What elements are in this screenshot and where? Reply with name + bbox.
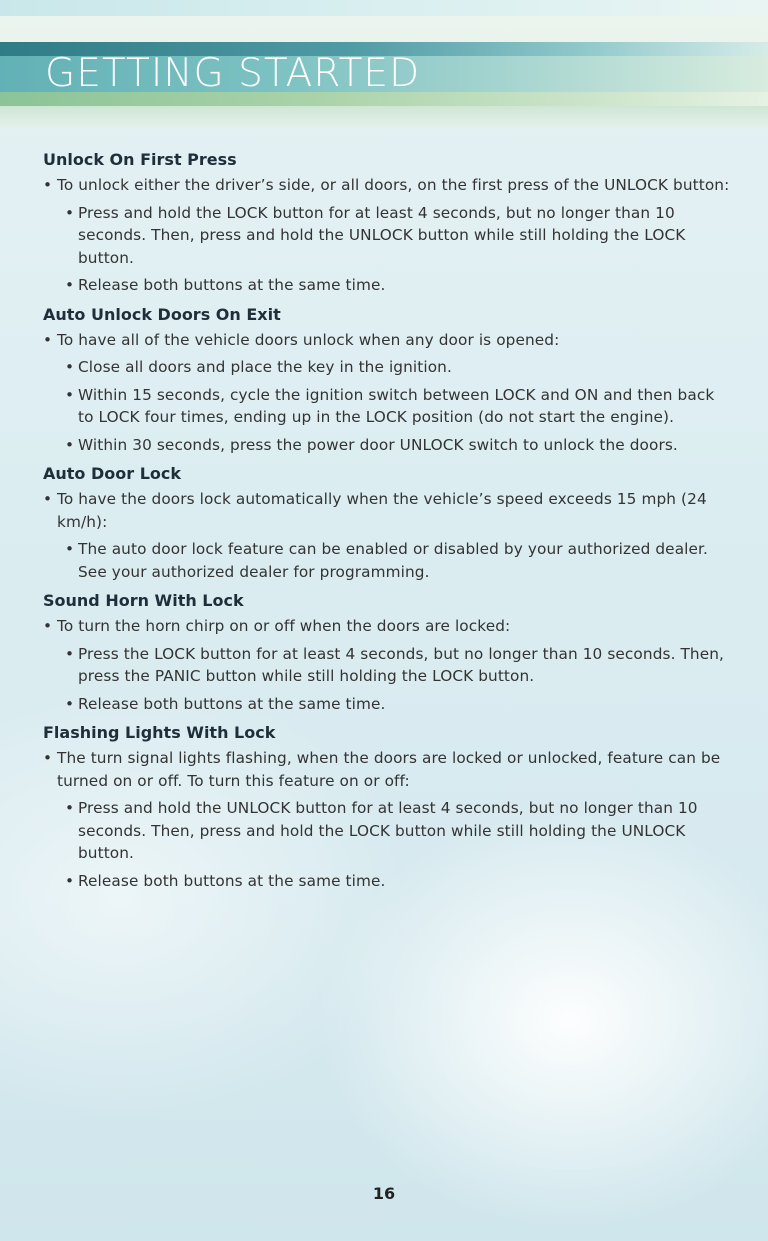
- bullet-icon: •: [43, 176, 53, 194]
- item-text: Press and hold the LOCK button for at least 4 seconds, but no longer than 10 seconds. Then, press and hold the UNLOCK button while still holding the LOCK button.: [78, 203, 686, 267]
- item-text: Within 30 seconds, press the power door UNLOCK switch to unlock the doors.: [78, 435, 678, 454]
- section-heading: Flashing Lights With Lock: [43, 723, 276, 742]
- item-text: To have the doors lock automatically when the vehicle’s speed exceeds 15 mph (24 km/h):: [57, 490, 707, 531]
- section: [43, 721, 733, 892]
- sub-bullet-item: [43, 356, 733, 379]
- page-title: GETTING STARTED: [45, 51, 421, 96]
- bullet-icon: •: [65, 694, 75, 713]
- section: [43, 303, 733, 457]
- bullet-icon: •: [43, 330, 53, 349]
- section-heading: Sound Horn With Lock: [43, 591, 244, 610]
- section: [43, 462, 733, 583]
- item-text: The turn signal lights flashing, when the doors are locked or unlocked, feature can be turned on or off. To turn this feature on or off:: [57, 749, 721, 790]
- bullet-icon: •: [43, 749, 53, 767]
- item-text: Release both buttons at the same time.: [78, 276, 386, 294]
- bullet-icon: •: [43, 490, 53, 508]
- sub-bullet-item: [43, 384, 733, 429]
- section: [43, 148, 733, 297]
- header-stripe-top: [0, 0, 768, 16]
- bullet-item: [43, 488, 733, 533]
- bullet-icon: •: [43, 617, 53, 635]
- bullet-item: [43, 747, 733, 792]
- bullet-icon: •: [65, 799, 75, 817]
- bullet-item: [43, 615, 733, 638]
- bullet-item: [43, 329, 733, 352]
- sub-bullet-item: [43, 538, 733, 583]
- item-text: Press the LOCK button for at least 4 seconds, but no longer than 10 seconds. Then, press the PANIC button while still holding the LOCK button.: [78, 644, 724, 685]
- item-text: Close all doors and place the key in the ignition.: [78, 358, 452, 376]
- sub-bullet-item: [43, 434, 733, 457]
- item-text: Press and hold the UNLOCK button for at least 4 seconds, but no longer than 10 seconds. Then, press and hold the LOCK button while still holding the UNLOCK button.: [78, 799, 698, 862]
- section-heading: Auto Door Lock: [43, 464, 182, 483]
- item-text: The auto door lock feature can be enabled or disabled by your authorized dealer. See your authorized dealer for programming.: [78, 540, 708, 581]
- sub-bullet-item: [43, 643, 733, 688]
- sub-bullet-item: [43, 870, 733, 893]
- page-number: 16: [372, 1184, 396, 1203]
- bullet-item: [43, 174, 733, 197]
- item-text: To unlock either the driver’s side, or all doors, on the first press of the UNLOCK button:: [57, 176, 730, 194]
- item-text: Release both buttons at the same time.: [78, 694, 386, 713]
- bullet-icon: •: [65, 358, 75, 376]
- item-text: Within 15 seconds, cycle the ignition switch between LOCK and ON and then back to LOCK four times, ending up in the LOCK position (do not start the engine).: [78, 385, 715, 426]
- sub-bullet-item: [43, 693, 733, 716]
- item-text: Release both buttons at the same time.: [78, 871, 386, 890]
- header-stripe-fade: [0, 106, 768, 128]
- bullet-icon: •: [65, 644, 75, 663]
- section-heading: Unlock On First Press: [43, 150, 237, 169]
- bullet-icon: •: [65, 276, 75, 294]
- section: [43, 589, 733, 715]
- bullet-icon: •: [65, 203, 75, 222]
- bullet-icon: •: [65, 435, 75, 454]
- item-text: To have all of the vehicle doors unlock when any door is opened:: [57, 330, 560, 349]
- bullet-icon: •: [65, 385, 75, 404]
- bullet-icon: •: [65, 540, 75, 558]
- bullet-icon: •: [65, 871, 75, 890]
- sub-bullet-item: [43, 274, 733, 297]
- item-text: To turn the horn chirp on or off when the doors are locked:: [57, 617, 511, 635]
- section-heading: Auto Unlock Doors On Exit: [43, 304, 281, 324]
- main-content: [43, 148, 733, 898]
- page-header-banner: [0, 0, 768, 128]
- sub-bullet-item: [43, 797, 733, 865]
- sub-bullet-item: [43, 202, 733, 270]
